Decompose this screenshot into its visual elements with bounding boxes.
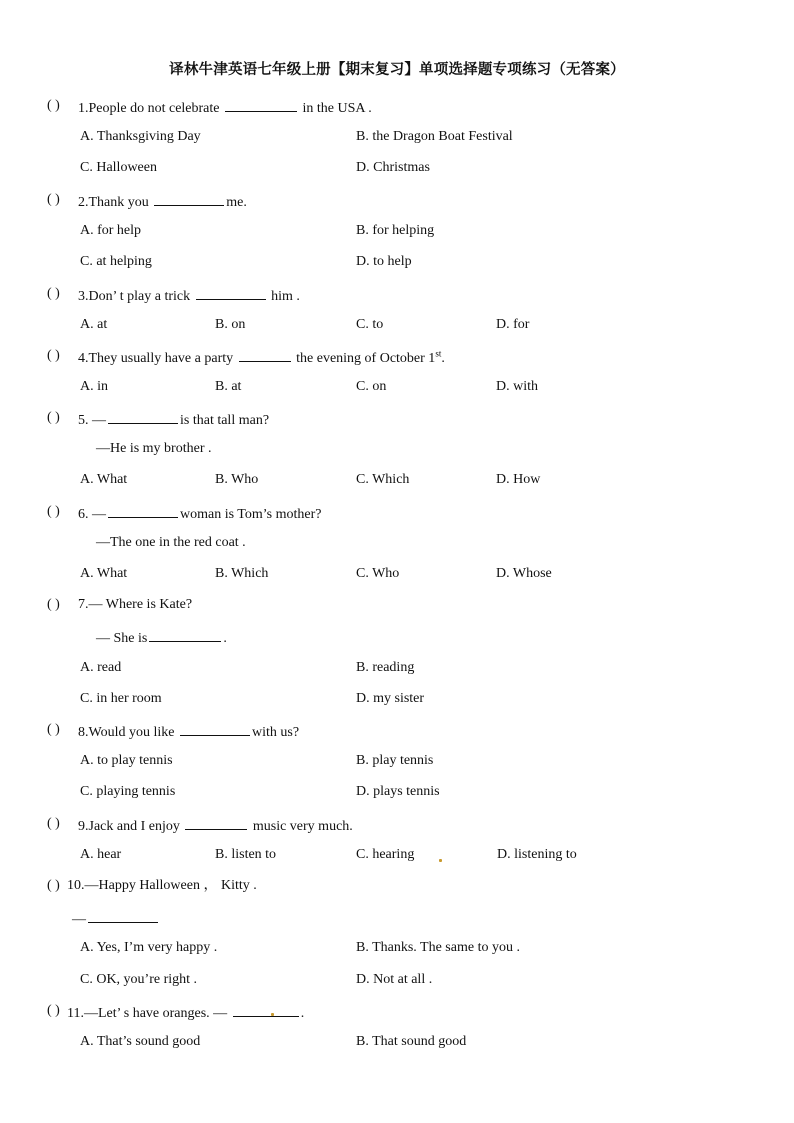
option-c: C. to [356, 317, 384, 332]
option-d: D. my sister [356, 691, 425, 706]
option-b: B. reading [356, 660, 415, 675]
option-b: B. play tennis [356, 753, 434, 768]
question-8-stem: 8.Would you like with us? [78, 721, 299, 742]
option-b: B. Which [215, 566, 269, 581]
option-a: A. for help [80, 223, 142, 238]
option-d: D. to help [356, 254, 412, 269]
option-d: D. plays tennis [356, 784, 440, 799]
answer-paren: ( ) [47, 816, 60, 831]
answer-paren: ( ) [47, 192, 60, 207]
answer-paren: ( ) [47, 878, 60, 893]
answer-blank [154, 191, 224, 206]
option-a: A. What [80, 472, 128, 487]
option-c: C. OK, you’re right . [80, 972, 198, 987]
question-9-stem: 9.Jack and I enjoy music very much. [78, 815, 353, 836]
question-4-stem: 4.They usually have a party the evening of October 1st. [78, 348, 445, 366]
option-a: A. to play tennis [80, 753, 173, 768]
option-d: D. Whose [496, 566, 552, 581]
answer-paren: ( ) [47, 348, 60, 363]
question-3-stem: 3.Don’ t play a trick him . [78, 285, 300, 306]
answer-paren: ( ) [47, 722, 60, 737]
option-d: D. for [496, 317, 530, 332]
option-a: A. at [80, 317, 108, 332]
answer-blank [185, 815, 247, 830]
answer-blank [149, 627, 221, 642]
question-5-answer-line: —He is my brother . [96, 441, 212, 456]
option-a: A. Thanksgiving Day [80, 129, 201, 144]
option-c: C. on [356, 379, 387, 394]
option-c: C. Halloween [80, 160, 157, 175]
answer-blank [108, 503, 178, 518]
option-a: A. read [80, 660, 122, 675]
answer-blank [180, 721, 250, 736]
question-1-stem: 1.People do not celebrate in the USA . [78, 97, 372, 118]
option-a: A. Yes, I’m very happy . [80, 940, 218, 955]
question-6-stem: 6. — woman is Tom’s mother? [78, 503, 321, 524]
answer-blank [239, 347, 291, 362]
question-10-stem: 10.—Happy Halloween ， Kitty . [67, 878, 257, 893]
answer-blank [108, 409, 178, 424]
question-2-stem: 2.Thank you me. [78, 191, 247, 212]
option-d: D. How [496, 472, 541, 487]
option-b: B. Thanks. The same to you . [356, 940, 520, 955]
option-d: D. Not at all . [356, 972, 433, 987]
option-a: A. That’s sound good [80, 1034, 201, 1049]
stray-mark [271, 1013, 274, 1016]
option-b: B. Who [215, 472, 259, 487]
answer-paren: ( ) [47, 410, 60, 425]
answer-blank [225, 97, 297, 112]
option-c: C. Which [356, 472, 410, 487]
question-10-answer-line: — [72, 908, 160, 929]
page-title: 译林牛津英语七年级上册【期末复习】单项选择题专项练习（无答案） [169, 62, 625, 78]
option-a: A. What [80, 566, 128, 581]
option-d: D. Christmas [356, 160, 430, 175]
option-b: B. on [215, 317, 246, 332]
question-6-answer-line: —The one in the red coat . [96, 535, 246, 550]
answer-blank [233, 1002, 299, 1017]
option-c: C. Who [356, 566, 400, 581]
option-b: B. listen to [215, 847, 277, 862]
option-a: A. hear [80, 847, 122, 862]
option-b: B. the Dragon Boat Festival [356, 129, 513, 144]
question-5-stem: 5. — is that tall man? [78, 409, 269, 430]
question-7-answer-line: — She is . [96, 627, 227, 648]
option-c: C. hearing [356, 847, 415, 862]
answer-blank [88, 908, 158, 923]
option-c: C. at helping [80, 254, 152, 269]
answer-blank [196, 285, 266, 300]
answer-paren: ( ) [47, 98, 60, 113]
option-d: D. with [496, 379, 538, 394]
option-c: C. in her room [80, 691, 162, 706]
question-7-stem: 7.— Where is Kate? [78, 597, 193, 612]
answer-paren: ( ) [47, 504, 60, 519]
answer-paren: ( ) [47, 1003, 60, 1018]
answer-paren: ( ) [47, 597, 60, 612]
option-b: B. at [215, 379, 242, 394]
option-c: C. playing tennis [80, 784, 176, 799]
answer-paren: ( ) [47, 286, 60, 301]
option-a: A. in [80, 379, 108, 394]
stray-mark [439, 859, 442, 862]
option-b: B. for helping [356, 223, 435, 238]
option-d: D. listening to [497, 847, 577, 862]
question-11-stem: 11.—Let’ s have oranges. — . [67, 1002, 304, 1023]
option-b: B. That sound good [356, 1034, 467, 1049]
